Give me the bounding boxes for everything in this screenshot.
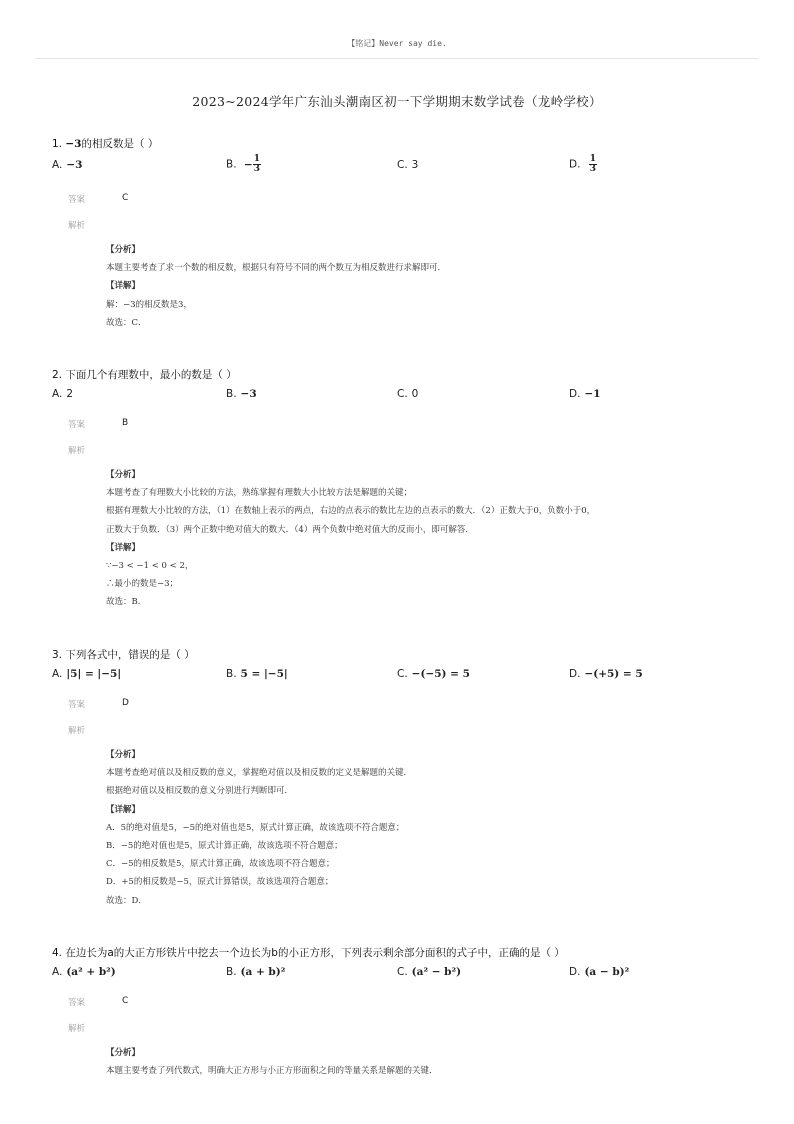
header-divider bbox=[36, 58, 758, 59]
option-b[interactable]: B. (a + b)² bbox=[226, 966, 286, 978]
option-c[interactable]: C. (a² − b²) bbox=[397, 966, 462, 978]
stem-text: 下列各式中，错误的是（ ） bbox=[65, 649, 195, 661]
options-row bbox=[52, 668, 752, 688]
stem-math: −3 bbox=[65, 138, 82, 150]
analysis-block bbox=[106, 466, 716, 612]
section-fenxi: 【分析】 bbox=[106, 245, 141, 255]
question-number: 1. bbox=[52, 138, 63, 150]
option-a[interactable]: A. (a² + b²) bbox=[52, 966, 116, 978]
question-2 bbox=[52, 368, 752, 612]
stem-text: 下面几个有理数中，最小的数是（ ） bbox=[65, 369, 237, 381]
options-row bbox=[52, 388, 752, 408]
option-a[interactable]: A. |5| = |−5| bbox=[52, 668, 122, 680]
question-number: 2. bbox=[52, 369, 63, 381]
answer-label: 答案 bbox=[68, 420, 86, 430]
answer-label: 答案 bbox=[68, 195, 86, 205]
option-b[interactable]: B. −3 bbox=[226, 388, 257, 400]
option-d[interactable]: D. $\frac{1}{3}$ bbox=[569, 154, 597, 174]
analysis-label: 解析 bbox=[68, 1024, 86, 1034]
analysis-line: 解：−3的相反数是3， bbox=[106, 299, 192, 310]
analysis-line: 正数大于负数．（3）两个正数中绝对值大的数大．（4）两个负数中绝对值大的反而小，即可解答． bbox=[106, 524, 474, 535]
question-stem bbox=[52, 648, 752, 662]
analysis-label-row bbox=[68, 444, 752, 456]
page-header: 【铭记】Never say die. bbox=[347, 39, 447, 48]
question-1 bbox=[52, 137, 752, 332]
section-fenxi: 【分析】 bbox=[106, 1048, 141, 1058]
analysis-line: 本题考查了有理数大小比较的方法，熟练掌握有理数大小比较方法是解题的关键； bbox=[106, 488, 413, 499]
analysis-line: 故选：C． bbox=[106, 317, 147, 328]
option-d[interactable]: D. −1 bbox=[569, 388, 601, 400]
analysis-label-row bbox=[68, 1022, 752, 1034]
analysis-line: 根据有理数大小比较的方法，（1）在数轴上表示的两点，右边的点表示的数比左边的点表示的数大．（2）正数大于0，负数小于0， bbox=[106, 506, 596, 517]
question-stem bbox=[52, 946, 752, 960]
answer-value: D bbox=[122, 698, 129, 708]
stem-text: 的相反数是（ ） bbox=[81, 138, 159, 150]
question-stem bbox=[52, 368, 752, 382]
analysis-label-row bbox=[68, 724, 752, 736]
section-xiangjie: 【详解】 bbox=[106, 281, 141, 292]
answer-row bbox=[68, 698, 752, 710]
analysis-line: 故选：B． bbox=[106, 597, 147, 608]
option-d[interactable]: D. (a − b)² bbox=[569, 966, 630, 978]
section-fenxi: 【分析】 bbox=[106, 470, 141, 480]
analysis-line: 本题主要考查了列代数式，明确大正方形与小正方形面积之间的等量关系是解题的关键． bbox=[106, 1066, 438, 1077]
analysis-line: D．+5的相反数是−5，原式计算错误，故该选项符合题意； bbox=[106, 877, 334, 888]
question-number: 4. bbox=[52, 947, 63, 959]
analysis-line: ∴最小的数是−3； bbox=[106, 579, 179, 590]
stem-text: 在边长为a的大正方形铁片中挖去一个边长为b的小正方形，下列表示剩余部分面积的式子中，正确的是（ ） bbox=[65, 947, 565, 959]
analysis-block bbox=[106, 746, 716, 910]
analysis-line: 本题考查绝对值以及相反数的意义，掌握绝对值以及相反数的定义是解题的关键． bbox=[106, 768, 413, 779]
analysis-line: 根据绝对值以及相反数的意义分别进行判断即可． bbox=[106, 786, 294, 797]
analysis-line: ∵−3 < −1 < 0 < 2， bbox=[106, 561, 194, 572]
options-row bbox=[52, 966, 752, 986]
section-fenxi: 【分析】 bbox=[106, 750, 141, 760]
analysis-line: A．5的绝对值是5，−5的绝对值也是5，原式计算正确，故该选项不符合题意； bbox=[106, 822, 405, 833]
option-d[interactable]: D. −(+5) = 5 bbox=[569, 668, 643, 680]
answer-label: 答案 bbox=[68, 998, 86, 1008]
question-3 bbox=[52, 648, 752, 910]
answer-value: B bbox=[122, 418, 129, 428]
fraction: $\frac{1}{3}$ bbox=[253, 154, 260, 174]
option-b[interactable]: B. 5 = |−5| bbox=[226, 668, 288, 680]
analysis-line: 故选：D． bbox=[106, 895, 147, 906]
answer-value: C bbox=[122, 193, 129, 203]
options-row bbox=[52, 155, 752, 179]
option-a[interactable]: A. 2 bbox=[52, 388, 74, 400]
question-stem bbox=[52, 137, 752, 151]
analysis-line: C．−5的相反数是5，原式计算正确，故该选项不符合题意； bbox=[106, 859, 335, 870]
analysis-line: 本题主要考查了求一个数的相反数，根据只有符号不同的两个数互为相反数进行求解即可． bbox=[106, 263, 447, 274]
analysis-label: 解析 bbox=[68, 446, 86, 456]
option-c[interactable]: C. 0 bbox=[397, 388, 419, 400]
question-4 bbox=[52, 946, 752, 1080]
analysis-label-row bbox=[68, 219, 752, 231]
option-c[interactable]: C. −(−5) = 5 bbox=[397, 668, 470, 680]
exam-title: 2023~2024学年广东汕头潮南区初一下学期期末数学试卷（龙岭学校） bbox=[192, 94, 602, 109]
answer-value: C bbox=[122, 996, 129, 1006]
answer-row bbox=[68, 193, 752, 205]
answer-label: 答案 bbox=[68, 700, 86, 710]
option-b[interactable]: B. − $\frac{1}{3}$ bbox=[226, 154, 260, 174]
option-a[interactable]: A. −3 bbox=[52, 159, 83, 171]
analysis-block bbox=[106, 1044, 716, 1080]
option-c[interactable]: C. 3 bbox=[397, 159, 419, 171]
question-number: 3. bbox=[52, 649, 63, 661]
analysis-line: B．−5的绝对值也是5，原式计算正确，故该选项不符合题意； bbox=[106, 841, 343, 852]
section-xiangjie: 【详解】 bbox=[106, 542, 141, 553]
analysis-label: 解析 bbox=[68, 726, 86, 736]
answer-row bbox=[68, 418, 752, 430]
analysis-block bbox=[106, 241, 716, 332]
section-xiangjie: 【详解】 bbox=[106, 804, 141, 815]
fraction: $\frac{1}{3}$ bbox=[589, 154, 597, 174]
answer-row bbox=[68, 996, 752, 1008]
analysis-label: 解析 bbox=[68, 221, 86, 231]
